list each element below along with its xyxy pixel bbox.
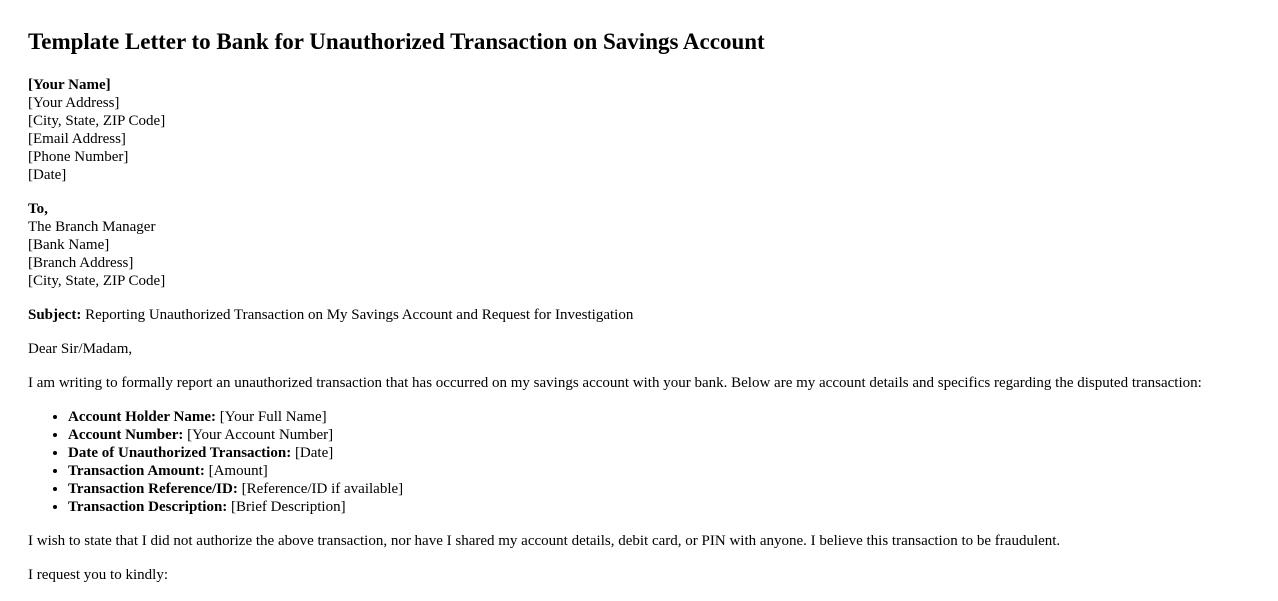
sender-city-state-zip: [City, State, ZIP Code] [28,113,166,129]
detail-value: [Amount] [208,463,268,479]
recipient-bank-name: [Bank Name] [28,237,110,253]
subject-line [28,306,1250,324]
sender-block [28,76,1250,184]
detail-label: Account Holder Name: [68,409,217,425]
sender-address: [Your Address] [28,95,120,111]
detail-label: Transaction Reference/ID: [68,481,238,497]
recipient-block [28,200,1250,290]
detail-value: [Date] [294,445,334,461]
statement-paragraph: I wish to state that I did not authorize the above transaction, nor have I shared my account details, debit card, or PIN with anyone. I believe this transaction to be fraudulent. [28,533,1061,549]
salutation: Dear Sir/Madam, [28,341,133,357]
recipient-title: The Branch Manager [28,219,156,235]
list-item [68,462,1250,480]
list-item [68,408,1250,426]
recipient-city-state-zip: [City, State, ZIP Code] [28,273,166,289]
detail-label: Account Number: [68,427,184,443]
sender-phone: [Phone Number] [28,149,129,165]
intro-paragraph: I am writing to formally report an unauthorized transaction that has occurred on my savings account with your bank. Below are my account details and specifics regarding the disputed transaction: [28,375,1202,391]
list-item [68,426,1250,444]
list-item [68,498,1250,516]
recipient-branch-address: [Branch Address] [28,255,134,271]
detail-label: Transaction Description: [68,499,228,515]
list-item [68,480,1250,498]
detail-value: [Your Account Number] [187,427,334,443]
detail-label: Transaction Amount: [68,463,205,479]
list-item [68,444,1250,462]
subject-text: Reporting Unauthorized Transaction on My Savings Account and Request for Investigation [85,307,634,323]
transaction-details-list [28,408,1250,516]
recipient-to: To, [28,201,48,217]
request-intro: I request you to kindly: [28,567,168,583]
detail-value: [Reference/ID if available] [241,481,404,497]
page-title: Template Letter to Bank for Unauthorized Transaction on Savings Account [28,29,765,54]
sender-date: [Date] [28,167,67,183]
detail-label: Date of Unauthorized Transaction: [68,445,292,461]
sender-email: [Email Address] [28,131,126,147]
detail-value: [Brief Description] [231,499,346,515]
subject-label: Subject: [28,307,82,323]
detail-value: [Your Full Name] [219,409,327,425]
sender-name: [Your Name] [28,77,111,93]
